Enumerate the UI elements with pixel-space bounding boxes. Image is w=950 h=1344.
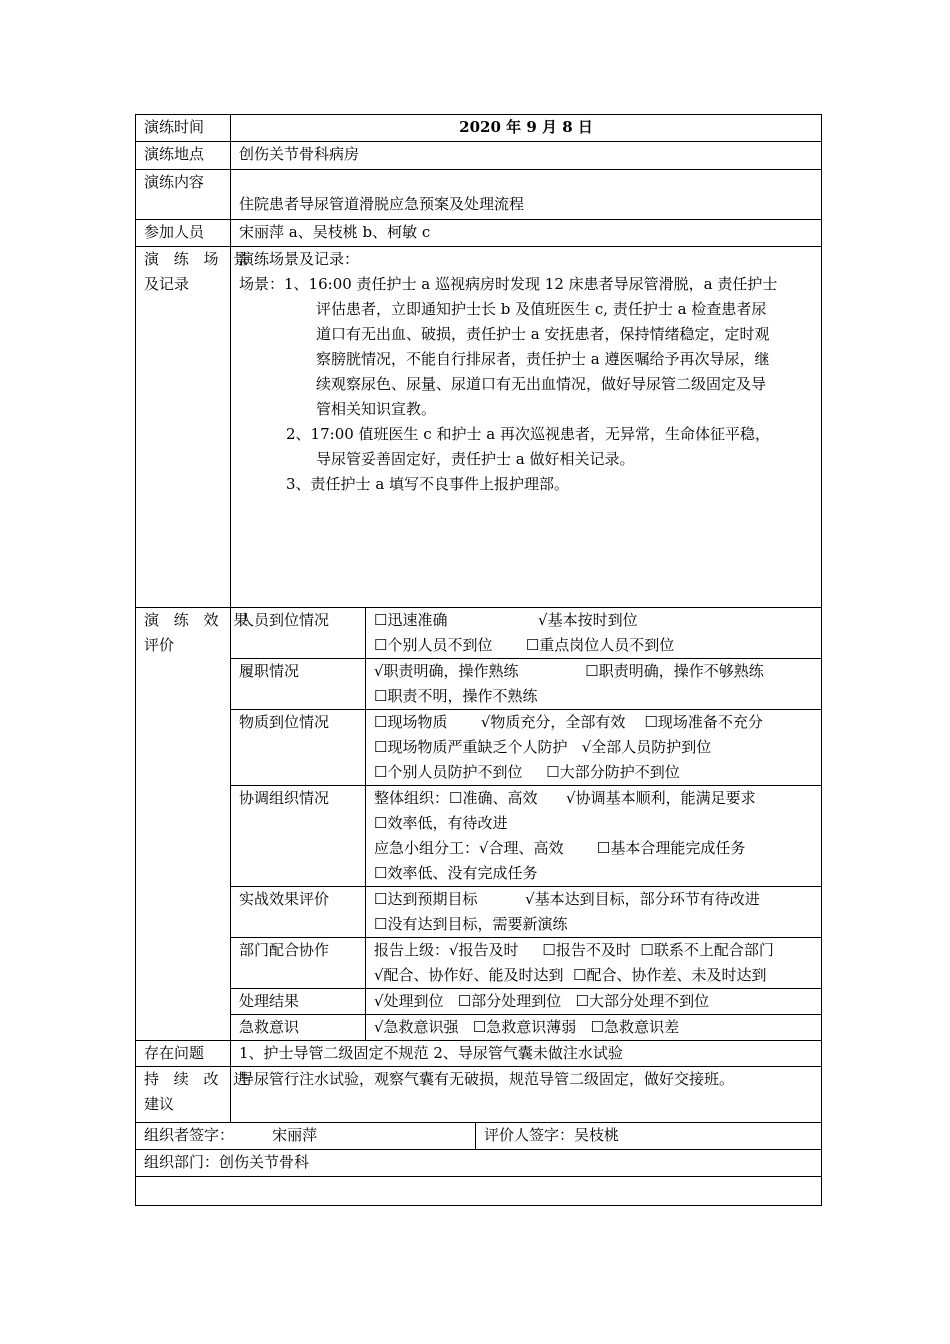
blank-cell <box>136 1177 822 1206</box>
row-eval-2 <box>136 659 822 710</box>
evaluator-signature: 评价人签字：吴枝桃 <box>476 1123 822 1150</box>
scene-item-3-prefix: 3、 <box>286 475 311 493</box>
scene-item-1-line-5: 续观察尿色、尿量、尿道口有无出血情况，做好导尿管二级固定及导 <box>316 375 767 393</box>
value-content: 住院患者导尿管道滑脱应急预案及处理流程 <box>231 170 822 220</box>
eval-firstaid-line-1: √急救意识强 ☐急救意识薄弱 ☐急救意识差 <box>374 1018 680 1036</box>
eval-effect-line-1: ☐达到预期目标 √基本达到目标，部分环节有待改进 <box>374 890 760 908</box>
row-participants <box>136 220 822 247</box>
row-eval-3 <box>136 710 822 786</box>
row-dept <box>136 1150 822 1177</box>
organizing-department: 组织部门：创伤关节骨科 <box>136 1150 822 1177</box>
scene-item-2-line-2: 导尿管妥善固定好，责任护士 a 做好相关记录。 <box>316 450 635 468</box>
eval-coordination-line-4: ☐效率低、没有完成任务 <box>374 864 538 882</box>
eval-coordination-line-1: 整体组织：☐准确、高效 √协调基本顺利，能满足要求 <box>374 789 756 807</box>
value-improve: 导尿管行注水试验，观察气囊有无破损，规范导管二级固定，做好交接班。 <box>231 1067 822 1123</box>
row-eval-6 <box>136 938 822 989</box>
label-participants: 参加人员 <box>136 220 231 247</box>
row-eval-7 <box>136 989 822 1015</box>
organizer-signature: 组织者签字： 宋丽萍 <box>136 1123 476 1150</box>
eval-label-firstaid: 急救意识 <box>231 1015 366 1041</box>
value-time: 2020 年 9 月 8 日 <box>231 115 822 142</box>
eval-options-firstaid <box>366 1015 822 1041</box>
label-improve <box>136 1067 254 1123</box>
scene-heading: 演练场景及记录： <box>239 250 360 268</box>
row-problems <box>136 1041 822 1067</box>
eval-cooperation-line-1: 报告上级：√报告及时 ☐报告不及时 ☐联系不上配合部门 <box>374 941 774 959</box>
eval-staff-line-1: ☐迅速准确 √基本按时到位 <box>374 611 638 629</box>
scene-item-1-line-3: 道口有无出血、破损，责任护士 a 安抚患者，保持情绪稳定，定时观 <box>316 325 770 343</box>
scene-item-3-text-1: 责任护士 a 填写不良事件上报护理部。 <box>310 475 570 493</box>
label-evaluation-line1: 演 练 效 果 <box>144 611 254 629</box>
label-scene <box>136 247 254 608</box>
eval-label-staff: 人员到位情况 <box>231 608 366 659</box>
eval-staff-line-2: ☐个别人员不到位 ☐重点岗位人员不到位 <box>374 636 675 654</box>
row-content <box>136 170 822 220</box>
scene-item-1-line-6: 管相关知识宣教。 <box>316 400 437 418</box>
row-time <box>136 115 822 142</box>
scene-item-1-line-4: 察膀胱情况，不能自行排尿者，责任护士 a 遵医嘱给予再次导尿，继 <box>316 350 770 368</box>
row-eval-4 <box>136 786 822 887</box>
label-problems: 存在问题 <box>136 1041 231 1067</box>
eval-options-effect <box>366 887 822 938</box>
eval-coordination-line-3: 应急小组分工：√合理、高效 ☐基本合理能完成任务 <box>374 839 746 857</box>
eval-label-coordination: 协调组织情况 <box>231 786 366 887</box>
scene-item-1-text-1: 16:00 责任护士 a 巡视病房时发现 12 床患者导尿管滑脱，a 责任护士 <box>308 275 778 293</box>
row-place <box>136 142 822 170</box>
eval-label-duty: 履职情况 <box>231 659 366 710</box>
eval-options-material <box>366 710 822 786</box>
eval-label-result: 处理结果 <box>231 989 366 1015</box>
eval-duty-line-1: √职责明确，操作熟练 ☐职责明确，操作不够熟练 <box>374 662 764 680</box>
value-scene <box>231 247 822 608</box>
drill-record-sheet <box>135 114 821 1206</box>
eval-material-line-2: ☐现场物质严重缺乏个人防护 √全部人员防护到位 <box>374 738 712 756</box>
eval-label-cooperation: 部门配合协作 <box>231 938 366 989</box>
eval-duty-line-2: ☐职责不明，操作不熟练 <box>374 687 538 705</box>
eval-material-line-3: ☐个别人员防护不到位 ☐大部分防护不到位 <box>374 763 680 781</box>
row-eval-5 <box>136 887 822 938</box>
label-place: 演练地点 <box>136 142 231 170</box>
scene-item-2-prefix: 2、 <box>286 425 311 443</box>
eval-result-line-1: √处理到位 ☐部分处理到位 ☐大部分处理不到位 <box>374 992 710 1010</box>
row-scene <box>136 247 822 608</box>
label-improve-line1: 持 续 改 进 <box>144 1070 254 1088</box>
row-sign <box>136 1123 822 1150</box>
row-eval-1 <box>136 608 822 659</box>
eval-options-cooperation <box>366 938 822 989</box>
eval-options-coordination <box>366 786 822 887</box>
label-improve-line2: 建议 <box>144 1095 175 1113</box>
scene-item-1-line-1 <box>239 272 813 297</box>
drill-record-table <box>135 114 822 1206</box>
eval-cooperation-line-2: √配合、协作好、能及时达到 ☐配合、协作差、未及时达到 <box>374 966 767 984</box>
row-blank <box>136 1177 822 1206</box>
value-participants: 宋丽萍 a、吴枝桃 b、柯敏 c <box>231 220 822 247</box>
label-scene-line2: 及记录 <box>144 275 190 293</box>
label-scene-line1: 演 练 场 景 <box>144 250 254 268</box>
row-eval-8 <box>136 1015 822 1041</box>
value-place: 创伤关节骨科病房 <box>231 142 822 170</box>
eval-options-result <box>366 989 822 1015</box>
eval-options-duty <box>366 659 822 710</box>
eval-material-line-1: ☐现场物质 √物质充分，全部有效 ☐现场准备不充分 <box>374 713 763 731</box>
scene-item-2-line-1 <box>239 422 813 447</box>
scene-item-1-prefix: 场景：1、 <box>239 275 309 293</box>
scene-item-2-text-1: 17:00 值班医生 c 和护士 a 再次巡视患者，无异常，生命体征平稳， <box>310 425 770 443</box>
label-content: 演练内容 <box>136 170 231 220</box>
label-evaluation-line2: 评价 <box>144 636 175 654</box>
eval-options-staff <box>366 608 822 659</box>
eval-label-effect: 实战效果评价 <box>231 887 366 938</box>
scene-item-3-line-1 <box>239 472 813 497</box>
label-evaluation <box>136 608 254 1041</box>
value-problems: 1、护士导管二级固定不规范 2、导尿管气囊未做注水试验 <box>231 1041 822 1067</box>
eval-coordination-line-2: ☐效率低，有待改进 <box>374 814 508 832</box>
eval-effect-line-2: ☐没有达到目标，需要新演练 <box>374 915 568 933</box>
label-time: 演练时间 <box>136 115 231 142</box>
row-improve <box>136 1067 822 1123</box>
scene-item-1-line-2: 评估患者，立即通知护士长 b 及值班医生 c, 责任护士 a 检查患者尿 <box>316 300 767 318</box>
eval-label-material: 物质到位情况 <box>231 710 366 786</box>
